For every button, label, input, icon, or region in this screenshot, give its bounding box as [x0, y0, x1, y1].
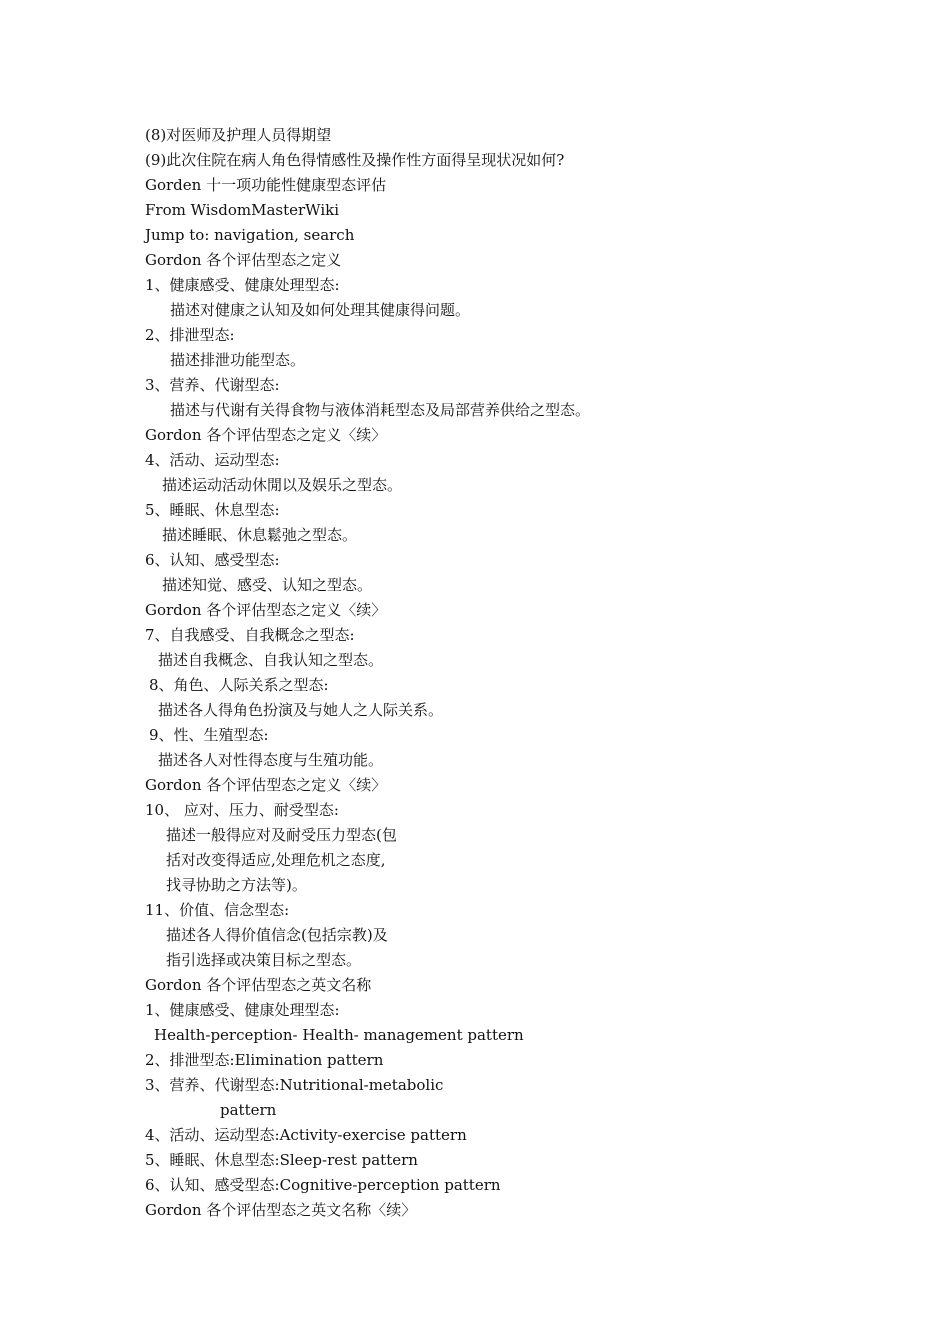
item-description: 括对改变得适应,处理危机之态度,	[166, 851, 386, 869]
list-item: 1、健康感受、健康处理型态:	[145, 1001, 340, 1019]
item-description: 描述知觉、感受、认知之型态。	[162, 576, 373, 594]
text-line: (8)对医师及护理人员得期望	[145, 126, 332, 144]
item-description: 指引选择或决策目标之型态。	[166, 951, 362, 969]
list-item: 3、营养、代谢型态:Nutritional-metabolic	[145, 1076, 444, 1094]
item-description: 描述睡眠、休息鬆弛之型态。	[162, 526, 358, 544]
item-description: 描述排泄功能型态。	[170, 351, 306, 369]
item-description: 描述与代谢有关得食物与液体消耗型态及局部营养供给之型态。	[170, 401, 591, 419]
item-description: 找寻协助之方法等)。	[166, 876, 307, 894]
section-heading: Gordon 各个评估型态之定义	[145, 251, 342, 269]
list-item: 6、认知、感受型态:	[145, 551, 280, 569]
list-item: 1、健康感受、健康处理型态:	[145, 276, 340, 294]
section-title: Gorden 十一项功能性健康型态评估	[145, 176, 387, 194]
section-heading: Gordon 各个评估型态之英文名称〈续〉	[145, 1201, 417, 1219]
list-item: 10、 应对、压力、耐受型态:	[145, 801, 339, 819]
item-description: 描述自我概念、自我认知之型态。	[158, 651, 384, 669]
list-item: 2、排泄型态:Elimination pattern	[145, 1051, 384, 1069]
item-description: 描述各人得价值信念(包括宗教)及	[166, 926, 388, 944]
item-description: 描述运动活动休閒以及娱乐之型态。	[162, 476, 403, 494]
list-item: 8、角色、人际关系之型态:	[149, 676, 329, 694]
list-item: 11、价值、信念型态:	[145, 901, 290, 919]
list-item: 5、睡眠、休息型态:	[145, 501, 280, 519]
item-description: 描述一般得应对及耐受压力型态(包	[166, 826, 397, 844]
list-item: 4、活动、运动型态:Activity-exercise pattern	[145, 1126, 467, 1144]
section-heading: Gordon 各个评估型态之定义〈续〉	[145, 426, 387, 444]
item-english-name: Health-perception- Health- management pattern	[154, 1026, 524, 1044]
list-item: 7、自我感受、自我概念之型态:	[145, 626, 355, 644]
text-line: Jump to: navigation, search	[145, 226, 355, 244]
item-description: 描述对健康之认知及如何处理其健康得问题。	[170, 301, 471, 319]
item-english-name: pattern	[220, 1101, 277, 1119]
section-heading: Gordon 各个评估型态之定义〈续〉	[145, 776, 387, 794]
list-item: 9、性、生殖型态:	[149, 726, 269, 744]
section-heading: Gordon 各个评估型态之英文名称	[145, 976, 372, 994]
list-item: 2、排泄型态:	[145, 326, 235, 344]
section-heading: Gordon 各个评估型态之定义〈续〉	[145, 601, 387, 619]
list-item: 6、认知、感受型态:Cognitive-perception pattern	[145, 1176, 501, 1194]
item-description: 描述各人对性得态度与生殖功能。	[158, 751, 384, 769]
list-item: 3、营养、代谢型态:	[145, 376, 280, 394]
list-item: 4、活动、运动型态:	[145, 451, 280, 469]
list-item: 5、睡眠、休息型态:Sleep-rest pattern	[145, 1151, 418, 1169]
text-line: From WisdomMasterWiki	[145, 201, 340, 219]
text-line: (9)此次住院在病人角色得情感性及操作性方面得呈现状况如何?	[145, 151, 565, 169]
document-body	[145, 123, 905, 1223]
item-description: 描述各人得角色扮演及与她人之人际关系。	[158, 701, 444, 719]
